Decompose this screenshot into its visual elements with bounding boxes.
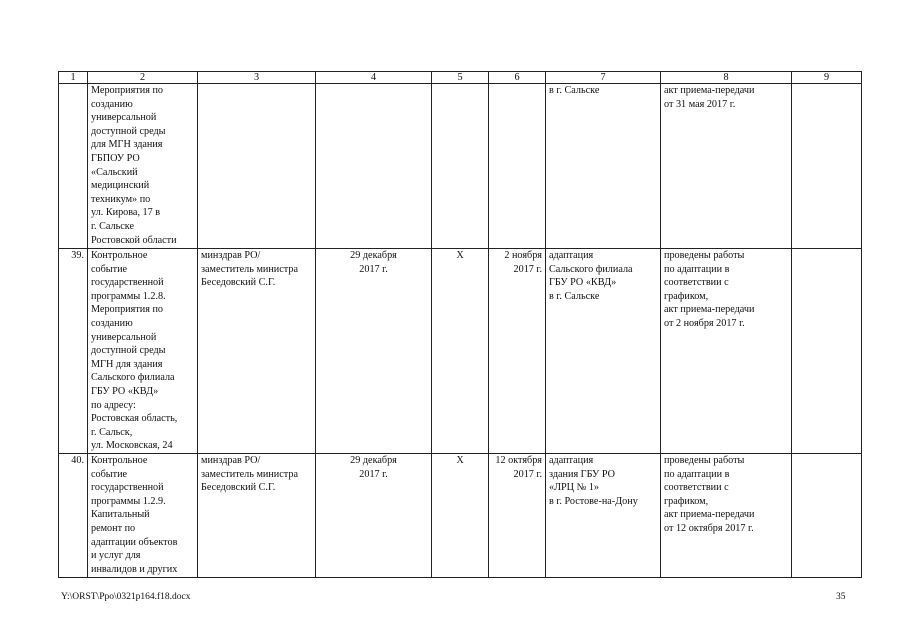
planned-date: 29 декабря 2017 г. [316,249,432,454]
table-row [59,249,862,454]
responsible-person: минздрав РО/ заместитель министра Беседовский С.Г. [198,454,316,578]
row-number: 39. [59,249,88,454]
column-number-row [59,72,862,84]
column-5-mark [432,84,489,249]
note [792,84,862,249]
column-number: 3 [198,72,316,84]
actual-date: 12 октября 2017 г. [489,454,546,578]
planned-date [316,84,432,249]
column-5-mark: Х [432,454,489,578]
table-row [59,84,862,249]
result-description: адаптация Сальского филиала ГБУ РО «КВД» в г. Сальске [546,249,661,454]
result-description: в г. Сальске [546,84,661,249]
supporting-documents: акт приема-передачи от 31 мая 2017 г. [661,84,792,249]
column-number: 6 [489,72,546,84]
responsible-person: минздрав РО/ заместитель министра Беседовский С.Г. [198,249,316,454]
row-number: 40. [59,454,88,578]
supporting-documents: проведены работы по адаптации в соответствии с графиком, акт приема-передачи от 2 ноября 2017 г. [661,249,792,454]
note [792,249,862,454]
event-description: Мероприятия по созданию универсальной доступной среды для МГН здания ГБПОУ РО «Сальский медицинский техникум» по ул. Кирова, 17 в г. Сальске Ростовской области [88,84,198,249]
column-5-mark: Х [432,249,489,454]
control-events-table [58,71,862,578]
actual-date [489,84,546,249]
column-number: 7 [546,72,661,84]
supporting-documents: проведены работы по адаптации в соответствии с графиком, акт приема-передачи от 12 октября 2017 г. [661,454,792,578]
footer-file-path: Y:\ORST\Ppo\0321p164.f18.docx [61,592,191,602]
result-description: адаптация здания ГБУ РО «ЛРЦ № 1» в г. Ростове-на-Дону [546,454,661,578]
responsible-person [198,84,316,249]
column-number: 4 [316,72,432,84]
note [792,454,862,578]
event-description: Контрольное событие государственной программы 1.2.8. Мероприятия по созданию универсальной доступной среды МГН для здания Сальского филиала ГБУ РО «КВД» по адресу: Ростовская область, г. Сальск, ул. Московская, 24 [88,249,198,454]
planned-date: 29 декабря 2017 г. [316,454,432,578]
event-description: Контрольное событие государственной программы 1.2.9. Капитальный ремонт по адаптации объектов и услуг для инвалидов и других [88,454,198,578]
column-number: 2 [88,72,198,84]
page-number: 35 [836,592,846,602]
actual-date: 2 ноября 2017 г. [489,249,546,454]
row-number [59,84,88,249]
column-number: 8 [661,72,792,84]
column-number: 5 [432,72,489,84]
column-number: 9 [792,72,862,84]
column-number: 1 [59,72,88,84]
table-row [59,454,862,578]
